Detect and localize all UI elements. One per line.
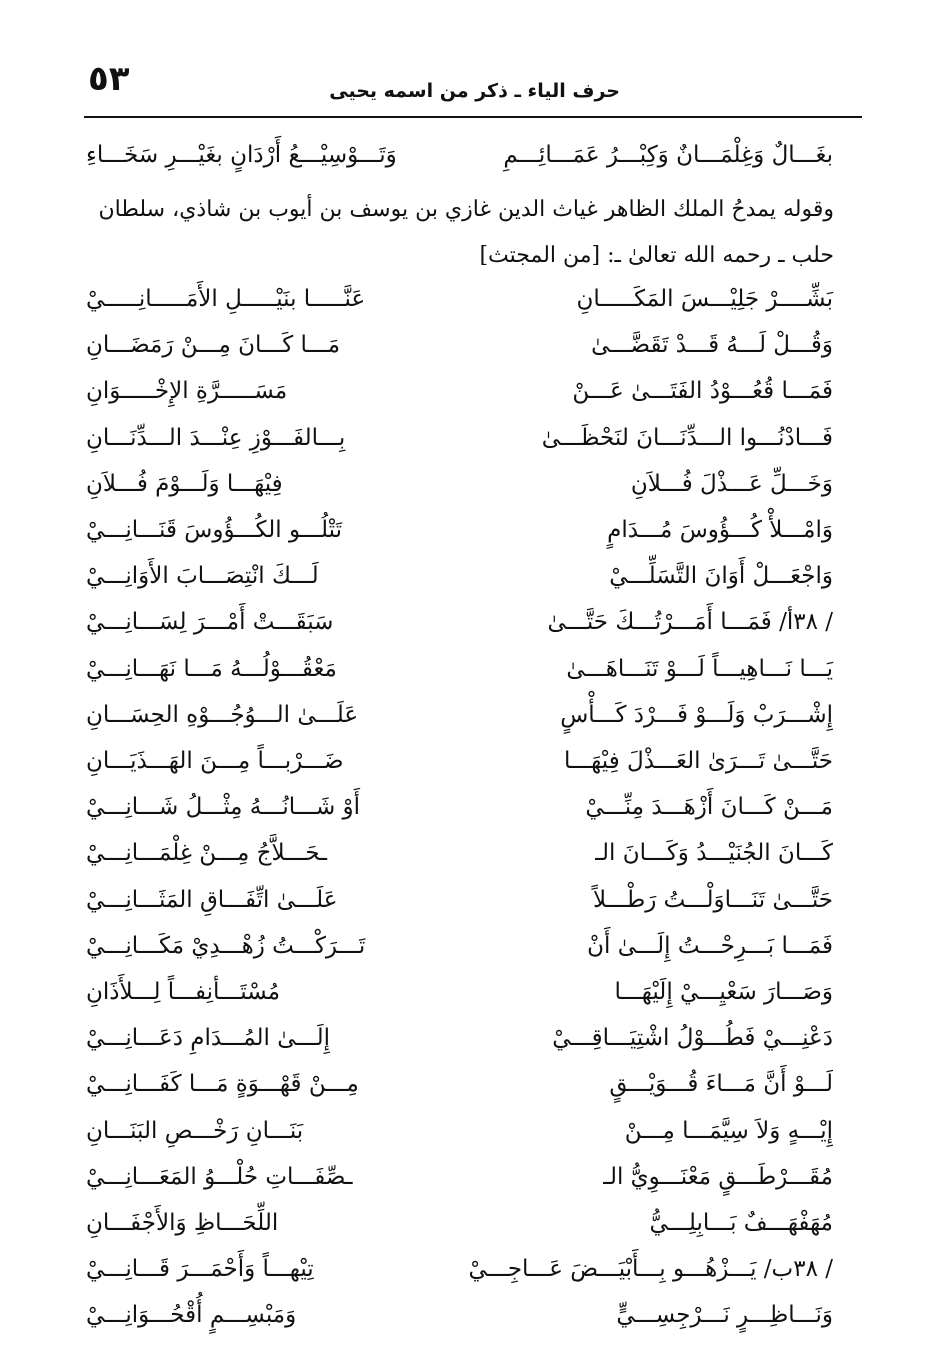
verse-left-hemistich: مَسَـــــرَّةِ الإِخْـــــوَانِ [86,378,288,404]
verse-right-hemistich: إِيْـــهٍ وَلاَ سِيَّمَـــا مِـــنْ [624,1118,833,1144]
page-number: ٥٣ [88,59,130,99]
verse-right-hemistich: حَتَّـــىٰ تَـــرَىٰ العَـــذْلَ فِيْهَـــا [563,748,833,774]
verse-left-hemistich: تَـــرَكْـــتُ زُهْـــدِيْ مَكَـــانِـــيْ [86,933,366,959]
verse-left-hemistich: لَـــكَ انْتِصَـــابَ الأَوَانِـــيْ [86,563,319,589]
verse-right-hemistich: وَقُـــلْ لَـــهُ قَـــدْ تَقَضَّـــىٰ [591,332,833,358]
verse-right-hemistich: مُقَـــرْطَـــقٍ مَعْنَـــوِيُّ الـ [603,1164,833,1190]
verse-right-hemistich: حَتَّـــىٰ تَنَـــاوَلْـــتُ رَطْـــلاً [593,887,833,913]
prose-line: وقوله يمدحُ الملك الظاهر غياث الدين غازي بن يوسف بن أيوب بن شاذي، سلطان [98,197,834,222]
running-title: حرف الياء ـ ذكر من اسمه يحيى [329,80,620,102]
verse-left-hemistich: ـحَـــلاَّجُ مِـــنْ غِلْمَـــانِـــيْ [86,840,327,866]
prose-line-meter: حلب ـ رحمه الله تعالىٰ ـ: [من المجتث] [479,243,834,268]
verse-right-hemistich: يَـــا نَـــاهِيـــاً لَـــوْ تَنَـــاهَـــىٰ [566,656,833,682]
verse-left-hemistich: بِـــالفَـــوْزِ عِنْـــدَ الـــدِّنَـــانِ [86,425,346,451]
verse-right-hemistich: دَعْنِـــيْ فَطُـــوْلُ اشْتِيَـــاقِـــيْ [552,1025,833,1051]
verse-left-hemistich: ـصِّفَـــاتِ حُلْـــوُ المَعَـــانِـــيْ [86,1164,353,1190]
verse-left-hemistich: مَـــا كَـــانَ مِـــنْ رَمَضَـــانِ [86,332,341,358]
verse-right-hemistich: وَاجْعَـــلْ أَوَانَ التَّسَلِّـــيْ [609,563,833,589]
verse-right-hemistich: إِشْـــرَبْ وَلَـــوْ فَـــرْدَ كَـــأْسٍ [560,702,833,728]
opening-verse-left-hemistich: وَتَـــوْسِيْـــعُ أَرْدَانٍ بغَيْـــرِ سَخَـــاءِ [86,142,397,168]
verse-right-hemistich: لَـــوْ أَنَّ مَـــاءَ قُـــوَيْـــقٍ [609,1071,833,1097]
verse-right-hemistich: مُهَفْهَـــفٌ بَـــابِلِـــيُّ [649,1210,833,1236]
verse-right-hemistich: وَصَـــارَ سَعْيِـــيْ إِلَيْهَـــا [614,979,833,1005]
verse-right-hemistich: / ٣٨أ/ فَمَـــا أَمَـــرْتُـــكَ حَتَّـــىٰ [547,609,833,635]
verse-left-hemistich: أَوْ شَـــانُـــهُ مِثْـــلُ شَـــانِـــيْ [86,794,361,820]
verse-left-hemistich: عَلَـــىٰ اتِّفَـــاقِ المَثَـــانِـــيْ [86,887,338,913]
verse-right-hemistich: مَـــنْ كَـــانَ أَزْهَـــدَ مِنِّـــيْ [585,794,833,820]
verse-right-hemistich: / ٣٨ب/ يَـــزْهُـــو بِـــأَبْيَـــضَ عَـــاجِـــيْ [468,1256,833,1282]
verse-right-hemistich: بَشِّــــرْ جَلِيْـــسَ المَكَـــــانِ [576,286,833,312]
header-rule [84,116,862,118]
verse-left-hemistich: إِلَـــىٰ المُـــدَامِ دَعَـــانِـــيْ [86,1025,330,1051]
verse-left-hemistich: مُسْتَـــأنِفـــاً لِـــلأَذَانِ [86,979,281,1005]
verse-right-hemistich: فَمَـــا قُعُـــوْدُ الفَتَـــىٰ عَـــنْ [572,378,833,404]
verse-left-hemistich: سَبَقَـــتْ أَمْـــرَ لِسَـــانِـــيْ [86,609,334,635]
opening-verse-right-hemistich: بغَـــالٌ وَغِلْمَـــانٌ وَكِبْـــرُ عَمَـــائِـــمِ [503,142,833,168]
verse-left-hemistich: وَمَبْسِـــمٍ أُقْحُـــوَانِـــيْ [86,1302,297,1328]
verse-left-hemistich: اللِّحَـــاظِ وَالأَجْفَـــانِ [86,1210,279,1236]
verse-right-hemistich: وَخَـــلِّ عَـــذْلَ فُـــلاَنِ [630,471,833,497]
verse-right-hemistich: فَـــادْنُـــوا الـــدِّنَـــانَ لنَحْظَـــىٰ [541,425,833,451]
verse-left-hemistich: بَنَـــانِ رَخْـــصِ البَنَـــانِ [86,1118,304,1144]
verse-right-hemistich: كَـــانَ الجُنَيْـــدُ وَكَـــانَ الـ [595,840,833,866]
verse-left-hemistich: تِيْهـــاً وَأَحْمَـــرَ قَـــانِـــيْ [86,1256,314,1282]
verse-right-hemistich: وَنَـــاظِـــرٍ نَـــرْجِسِـــيٍّ [616,1302,833,1328]
verse-right-hemistich: فَمَـــا بَـــرِحْـــتُ إِلَـــىٰ أَنْ [587,933,833,959]
verse-left-hemistich: مَعْقُـــوْلُـــهُ مَـــا نَهَـــانِـــيْ [86,656,337,682]
verse-left-hemistich: عَنَّـــــا بنَيْـــــلِ الأَمَـــــانِـــــيْ [86,286,366,312]
verse-right-hemistich: وَامْـــلأْ كُـــؤُوسَ مُـــدَامٍ [607,517,833,543]
verse-left-hemistich: مِـــنْ قَهْـــوَةٍ مَـــا كَفَـــانِـــيْ [86,1071,359,1097]
verse-left-hemistich: ضَـــرْبـــاً مِـــنَ الهَـــذَيَـــانِ [86,748,344,774]
verse-left-hemistich: فِيْهَـــا وَلَـــوْمَ فُـــلاَنِ [86,471,283,497]
verse-left-hemistich: تَتْلُـــو الكُـــؤُوسَ قَنَـــانِـــيْ [86,517,342,543]
verse-left-hemistich: عَلَـــىٰ الـــوُجُـــوْهِ الحِسَـــانِ [86,702,359,728]
